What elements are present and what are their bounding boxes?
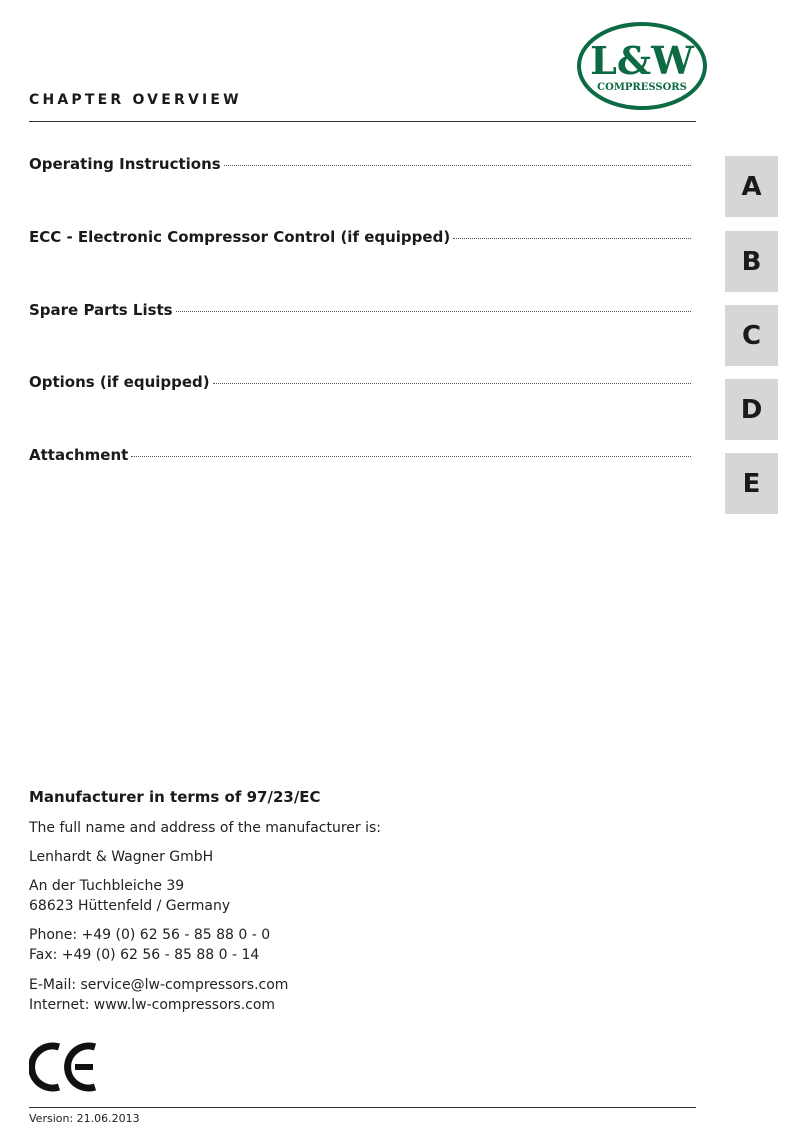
toc-entry-options[interactable] bbox=[29, 373, 691, 395]
manufacturer-city: 68623 Hüttenfeld / Germany bbox=[29, 898, 231, 914]
manufacturer-intro: The full name and address of the manufacturer is: bbox=[29, 820, 381, 836]
toc-leader-dots bbox=[224, 164, 691, 166]
toc-entry-operating-instructions[interactable] bbox=[29, 155, 691, 177]
toc-label: Attachment bbox=[29, 446, 129, 464]
page-title: CHAPTER OVERVIEW bbox=[29, 92, 242, 108]
manufacturer-heading: Manufacturer in terms of 97/23/EC bbox=[29, 788, 321, 806]
manufacturer-street: An der Tuchbleiche 39 bbox=[29, 878, 185, 894]
manufacturer-email[interactable]: E-Mail: service@lw-compressors.com bbox=[29, 977, 289, 993]
lw-compressors-logo bbox=[576, 22, 708, 110]
toc-label: ECC - Electronic Compressor Control (if equipped) bbox=[29, 228, 451, 246]
tab-d[interactable]: D bbox=[725, 379, 778, 440]
header-divider bbox=[29, 121, 696, 122]
manufacturer-fax: Fax: +49 (0) 62 56 - 85 88 0 - 14 bbox=[29, 947, 260, 963]
tab-b[interactable]: B bbox=[725, 231, 778, 292]
svg-text:L&W: L&W bbox=[590, 38, 694, 83]
toc-leader-dots bbox=[213, 382, 691, 384]
svg-text:COMPRESSORS: COMPRESSORS bbox=[597, 82, 687, 93]
toc-label: Spare Parts Lists bbox=[29, 301, 173, 319]
manufacturer-website[interactable]: Internet: www.lw-compressors.com bbox=[29, 997, 276, 1013]
toc-leader-dots bbox=[176, 310, 691, 312]
ce-mark-icon bbox=[29, 1041, 101, 1093]
toc-label: Operating Instructions bbox=[29, 155, 221, 173]
tab-c[interactable]: C bbox=[725, 305, 778, 366]
toc-entry-ecc[interactable] bbox=[29, 228, 691, 250]
toc-entry-spare-parts[interactable] bbox=[29, 301, 691, 323]
tab-e[interactable]: E bbox=[725, 453, 778, 514]
version-label: Version: 21.06.2013 bbox=[29, 1112, 140, 1125]
manufacturer-company: Lenhardt & Wagner GmbH bbox=[29, 849, 214, 865]
toc-leader-dots bbox=[453, 237, 691, 239]
manufacturer-phone: Phone: +49 (0) 62 56 - 85 88 0 - 0 bbox=[29, 927, 271, 943]
toc-label: Options (if equipped) bbox=[29, 373, 210, 391]
tab-a[interactable]: A bbox=[725, 156, 778, 217]
toc-entry-attachment[interactable] bbox=[29, 446, 691, 468]
footer-divider bbox=[29, 1107, 696, 1108]
toc-leader-dots bbox=[131, 455, 691, 457]
